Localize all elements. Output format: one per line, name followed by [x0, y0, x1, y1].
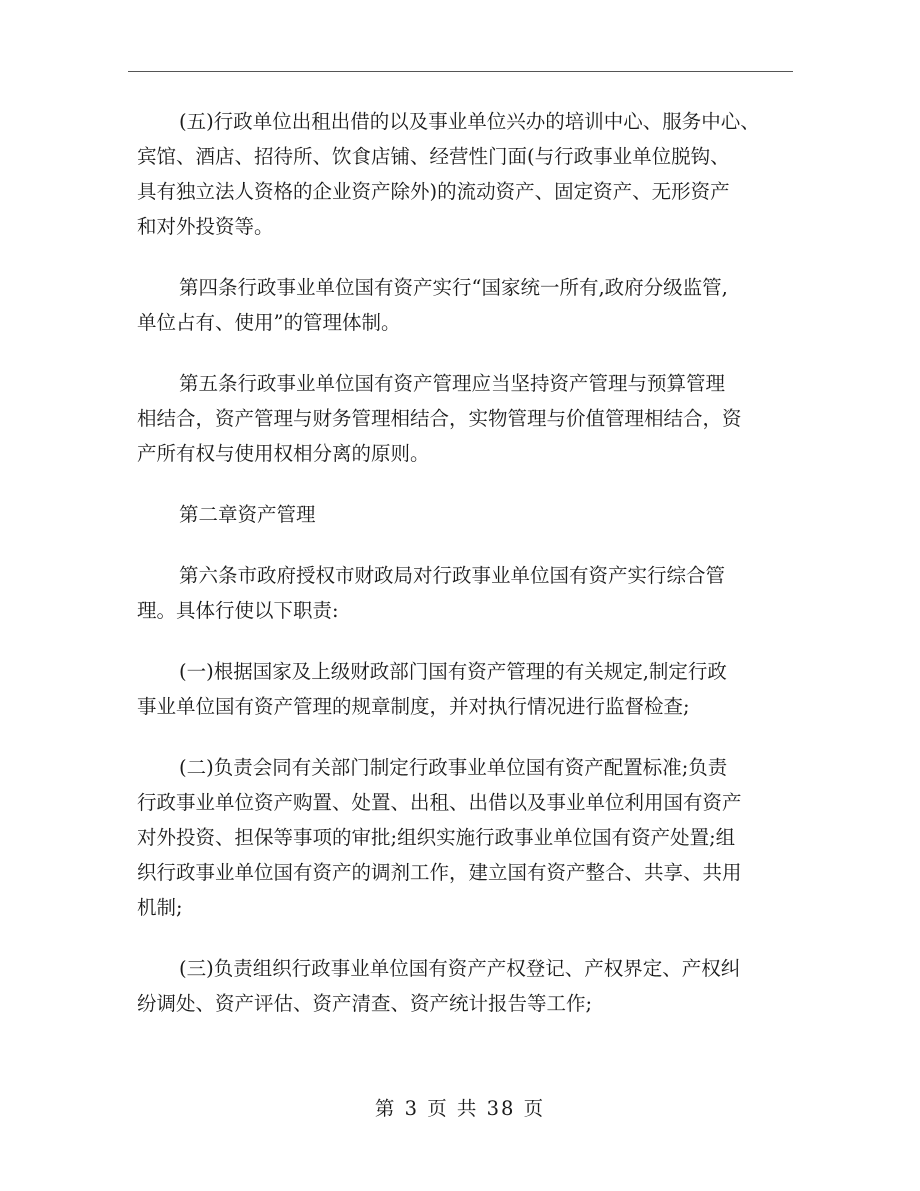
paragraph-line: 和对外投资等。 — [137, 215, 274, 238]
paragraph-line: (一)根据国家及上级财政部门国有资产管理的有关规定,制定行政 — [179, 660, 727, 683]
paragraph-line: 对外投资、担保等事项的审批;组织实施行政事业单位国有资产处置;组 — [137, 826, 736, 849]
paragraph — [137, 654, 809, 724]
chapter-heading — [137, 497, 809, 532]
paragraph-line: 纷调处、资产评估、资产清查、资产统计报告等工作; — [137, 992, 593, 1015]
paragraph — [137, 366, 809, 471]
paragraph — [137, 270, 809, 340]
paragraph-line: (二)负责会同有关部门制定行政事业单位国有资产配置标准;负责 — [179, 756, 728, 779]
paragraph-line: 第四条行政事业单位国有资产实行“国家统一所有,政府分级监管, — [179, 276, 728, 299]
paragraph-line: 机制; — [137, 896, 183, 919]
paragraph-line: 具有独立法人资格的企业资产除外)的流动资产、固定资产、无形资产 — [137, 180, 730, 203]
paragraph — [137, 951, 809, 1021]
paragraph-line: 织行政事业单位国有资产的调剂工作，建立国有资产整合、共享、共用 — [137, 861, 742, 884]
paragraph-line: 第五条行政事业单位国有资产管理应当坚持资产管理与预算管理 — [179, 372, 726, 395]
paragraph — [137, 558, 809, 628]
paragraph-line: 第二章资产管理 — [179, 503, 316, 526]
paragraph-line: (三)负责组织行政事业单位国有资产产权登记、产权界定、产权纠 — [179, 957, 741, 980]
header-divider — [128, 71, 793, 72]
paragraph-line: (五)行政单位出租出借的以及事业单位兴办的培训中心、服务中心、 — [179, 110, 760, 133]
paragraph-line: 单位占有、使用”的管理体制。 — [137, 311, 401, 334]
paragraph-line: 第六条市政府授权市财政局对行政事业单位国有资产实行综合管 — [179, 564, 726, 587]
paragraph — [137, 104, 809, 244]
paragraph-line: 相结合，资产管理与财务管理相结合，实物管理与价值管理相结合，资 — [137, 407, 742, 430]
paragraph-line: 事业单位国有资产管理的规章制度，并对执行情况进行监督检查; — [137, 695, 690, 718]
paragraph-line: 行政事业单位资产购置、处置、出租、出借以及事业单位利用国有资产 — [137, 791, 742, 814]
page-number: 第 3 页 共 38 页 — [374, 1097, 546, 1120]
document-body — [137, 104, 809, 1047]
paragraph — [137, 750, 809, 925]
paragraph-line: 产所有权与使用权相分离的原则。 — [137, 442, 430, 465]
paragraph-line: 宾馆、酒店、招待所、饮食店铺、经营性门面(与行政事业单位脱钩、 — [137, 145, 730, 168]
paragraph-line: 理。具体行使以下职责: — [137, 599, 339, 622]
